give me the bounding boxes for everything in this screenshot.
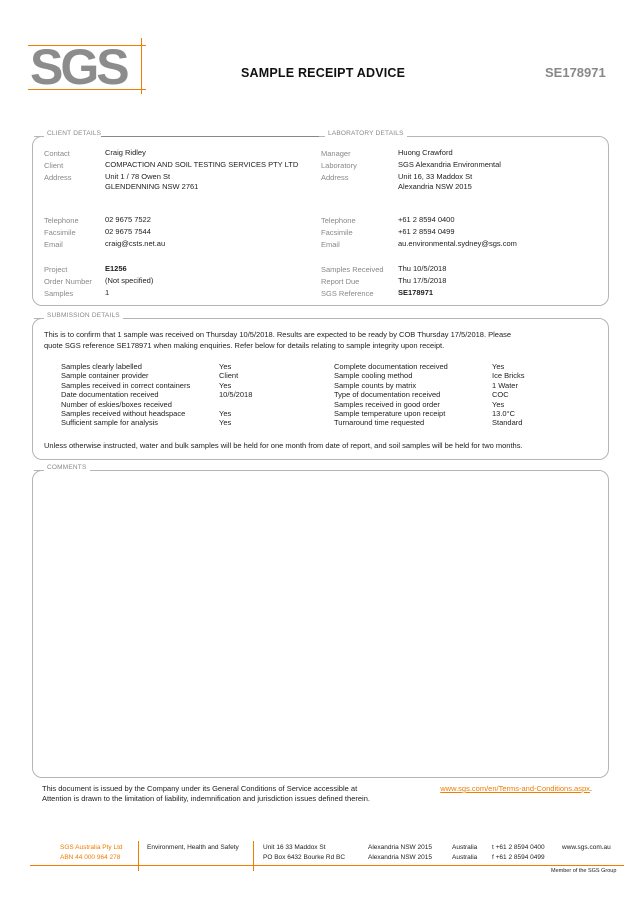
submission-item-label: Sample temperature upon receipt (334, 409, 446, 418)
project-label: Project (44, 265, 68, 274)
submission-item-label: Samples received in correct containers (61, 380, 191, 390)
comments-box (32, 470, 609, 778)
lab-facsimile-label: Facsimile (321, 228, 353, 237)
footer-country-line1: Australia (452, 844, 478, 851)
samples-received-value: Thu 10/5/2018 (398, 264, 447, 273)
contact-value: Craig Ridley (105, 148, 146, 157)
lab-address-line2: Alexandria NSW 2015 (398, 182, 472, 191)
submission-item-label: Sample container provider (61, 371, 149, 381)
terms-line1-end: . (589, 784, 592, 793)
footer-division: Environment, Health and Safety (147, 844, 239, 851)
sgs-reference-label: SGS Reference (321, 289, 374, 298)
submission-item-value: Yes (219, 418, 232, 428)
client-facsimile-label: Facsimile (44, 228, 76, 237)
lab-facsimile-value: +61 2 8594 0499 (398, 227, 455, 236)
terms-line2: Attention is drawn to the limitation of liability, indemnification and jurisdiction issues defined therein. (42, 794, 370, 803)
submission-item-label: Turnaround time requested (334, 418, 425, 428)
document-number: SE178971 (545, 65, 606, 80)
footer-company: SGS Australia Pty Ltd (60, 844, 123, 851)
footer-telephone: t +61 2 8594 0400 (492, 844, 545, 851)
client-facsimile-value: 02 9675 7544 (105, 227, 151, 236)
submission-item-value: Ice Bricks (492, 371, 525, 381)
submission-item-label: Samples clearly labelled (61, 362, 142, 371)
sgs-reference-value: SE178971 (398, 288, 434, 297)
submission-item-label: Date documentation received (61, 390, 159, 400)
lab-email-label: Email (321, 240, 340, 249)
project-value: E1256 (105, 264, 127, 273)
report-due-value: Thu 17/5/2018 (398, 276, 447, 285)
submission-item-label: Sample cooling method (334, 371, 413, 381)
submission-item-value: Yes (492, 399, 505, 409)
submission-item-value: Standard (492, 418, 523, 428)
comments-label: COMMENTS (44, 464, 90, 471)
client-address-line1: Unit 1 / 78 Owen St (105, 172, 171, 181)
footer-member: Member of the SGS Group (551, 868, 617, 874)
submission-intro-line2: quote SGS reference SE178971 when making enquiries. Refer below for details relating to sample integrity upon receipt. (44, 341, 445, 350)
submission-item-label: Number of eskies/boxes received (61, 399, 172, 409)
submission-details-label: SUBMISSION DETAILS (44, 312, 123, 319)
client-label: Client (44, 161, 64, 170)
client-address-line2: GLENDENNING NSW 2761 (105, 182, 199, 191)
logo-text: SGS (30, 39, 127, 95)
report-due-label: Report Due (321, 277, 360, 286)
sgs-logo (28, 39, 146, 98)
submission-item-value: Yes (492, 362, 505, 371)
submission-item-value: 13.0°C (492, 409, 516, 418)
footer-abn: ABN 44 000 964 278 (60, 854, 121, 861)
retention-note: Unless otherwise instructed, water and bulk samples will be held for one month from date of report, and soil samples will be held for two months. (44, 441, 523, 450)
submission-item-label: Samples received without headspace (61, 409, 186, 418)
submission-item-label: Type of documentation received (334, 390, 441, 400)
footer-country-line2: Australia (452, 854, 478, 861)
footer-facsimile: f +61 2 8594 0499 (492, 854, 545, 861)
client-value: COMPACTION AND SOIL TESTING SERVICES PTY LTD (105, 160, 299, 169)
samples-received-label: Samples Received (321, 265, 384, 274)
order-number-label: Order Number (44, 277, 92, 286)
terms-text (42, 784, 592, 804)
document-title: SAMPLE RECEIPT ADVICE (241, 66, 406, 80)
submission-item-value: Client (219, 371, 239, 381)
contact-label: Contact (44, 149, 70, 158)
lab-email-value: au.environmental.sydney@sgs.com (398, 239, 517, 248)
client-email-value: craig@csts.net.au (105, 239, 166, 248)
submission-item-value: Yes (219, 409, 232, 418)
submission-item-label: Sufficient sample for analysis (61, 418, 158, 428)
footer-city-line2: Alexandria NSW 2015 (368, 854, 432, 861)
client-address-label: Address (44, 173, 72, 182)
terms-line1-text: This document is issued by the Company under its General Conditions of Service accessible at (42, 784, 358, 793)
submission-item-value: 10/5/2018 (219, 390, 253, 400)
footer-address-line1: Unit 16 33 Maddox St (263, 844, 326, 851)
lab-details-label: LABORATORY DETAILS (325, 130, 407, 137)
submission-item-value: Yes (219, 362, 232, 371)
lab-telephone-label: Telephone (321, 216, 356, 225)
lab-address-label: Address (321, 173, 349, 182)
order-number-value: (Not specified) (105, 276, 154, 285)
submission-item-value: Yes (219, 380, 232, 390)
lab-address-line1: Unit 16, 33 Maddox St (398, 172, 473, 181)
manager-label: Manager (321, 149, 351, 158)
submission-item-value: 1 Water (492, 380, 518, 390)
manager-value: Huong Crawford (398, 148, 453, 157)
laboratory-value: SGS Alexandria Environmental (398, 160, 501, 169)
laboratory-label: Laboratory (321, 161, 357, 170)
footer-city-line1: Alexandria NSW 2015 (368, 844, 432, 851)
client-details-label: CLIENT DETAILS (44, 130, 104, 137)
samples-label: Samples (44, 289, 74, 298)
submission-item-value: COC (492, 390, 509, 400)
client-telephone-value: 02 9675 7522 (105, 215, 151, 224)
footer-address-line2: PO Box 6432 Bourke Rd BC (263, 854, 346, 861)
terms-link[interactable]: www.sgs.com/en/Terms-and-Conditions.aspx (440, 784, 590, 793)
client-telephone-label: Telephone (44, 216, 79, 225)
submission-intro-line1: This is to confirm that 1 sample was received on Thursday 10/5/2018. Results are expected to be ready by COB Thursday 17/5/2018. Please (44, 330, 512, 339)
submission-item-label: Sample counts by matrix (334, 380, 417, 390)
submission-item-label: Complete documentation received (334, 362, 448, 371)
samples-value: 1 (105, 288, 110, 297)
submission-item-label: Samples received in good order (334, 399, 440, 409)
footer-website[interactable]: www.sgs.com.au (562, 844, 611, 851)
client-email-label: Email (44, 240, 63, 249)
lab-telephone-value: +61 2 8594 0400 (398, 215, 455, 224)
